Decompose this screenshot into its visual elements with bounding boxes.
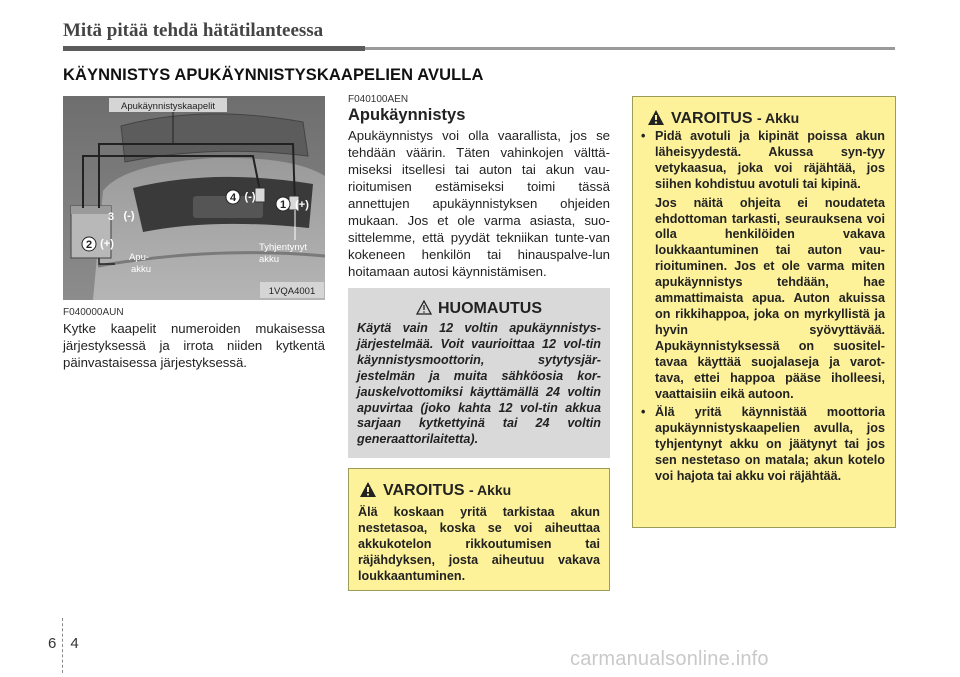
warning-title-row — [359, 481, 511, 503]
warning-icon — [359, 481, 377, 503]
list-item — [641, 405, 885, 485]
page-number-value: 4 — [70, 635, 79, 652]
dead-battery-label-1: Tyhjentynyt — [259, 242, 308, 253]
warning-icon — [647, 109, 665, 131]
aux-battery-label-1: Apu- — [128, 252, 150, 263]
aux-battery-label-2: akku — [130, 264, 152, 275]
warning-item-1a: • Pidä avotuli ja kipinät poissa akun läheisyydestä. Akussa syn-tyy vetykaasua, joka voi räjähtää, jos siihen kohdistuu avotuli tai kipinä. — [655, 129, 885, 191]
warning-item-2: • Älä yritä käynnistää moottoria apukäynnistyskaapelien avulla, jos tyhjentynyt akku on jäätynyt tai jos sen nestetaso on matala; akun kotelo voi hajota tai akku voi räjähtää. — [655, 405, 885, 484]
marker-3-number: 3 — [107, 211, 115, 223]
marker-4-polarity: (-) — [244, 191, 256, 203]
warning-title: VAROITUS — [671, 110, 753, 127]
marker-1-number: 1 — [279, 199, 287, 211]
chapter-number: 6 — [48, 635, 57, 652]
note-title-row — [348, 300, 610, 320]
battery-warning-box — [348, 468, 610, 591]
list-item — [641, 129, 885, 402]
page-number — [48, 635, 79, 652]
warning-title-row — [647, 109, 799, 131]
figure-caption-code: F040000AUN — [63, 307, 124, 318]
warning-title: VAROITUS — [383, 482, 465, 499]
chapter-title: Mitä pitää tehdä hätätilanteessa — [63, 20, 324, 41]
clamp-4 — [255, 188, 265, 202]
figure-code: 1VQA4001 — [268, 286, 316, 297]
battery-warning-box-right — [632, 96, 896, 528]
marker-3-polarity: (-) — [123, 210, 135, 222]
marker-2-number: 2 — [85, 239, 93, 251]
warning-triangle-icon — [416, 300, 432, 320]
cable-order-instructions: Kytke kaapelit numeroiden mukaisessa järjestyksessä ja irrota niiden kytkentä päinvastaisessa järjestyksessä. — [63, 321, 325, 370]
dead-battery-label-2: akku — [259, 254, 280, 265]
note-body: Käytä vain 12 voltin apukäynnistys-järjestelmää. Voit vaurioittaa 12 vol-tin käynnistysmoottorin, sytytysjär-jestelmän ja muita sähköosia kor-jauskelvottomiksi käyttämällä 24 voltin apuvirtaa (joko kahta 12 vol-tin akkua sarjaan kytkettyinä tai 24 voltin generaattorilaitetta). — [357, 321, 601, 447]
marker-1-polarity: (+) — [295, 199, 309, 211]
jump-start-description: Apukäynnistys voi olla vaarallista, jos se tehdään väärin. Täten vahinkojen välttä-miseksi itsellesi tai auton tai akun vau-rioitumisen estämiseksi toimi tässä annettujen apukäynnistyksen ohjeiden mukaan. Jos et ole varma asiasta, suo-sittelemme, että pyydät tekniikan tunte-van kokeneen henkilön tai hinauspalve-lun hoitamaan autosi käynnistämisen. — [348, 128, 610, 279]
note-title: HUOMAUTUS — [438, 300, 542, 317]
header-rule — [63, 46, 365, 51]
cables-label: Apukäynnistyskaapelit — [121, 101, 215, 112]
header-rule-extension — [365, 47, 895, 50]
section-heading: KÄYNNISTYS APUKÄYNNISTYSKAAPELIEN AVULLA — [63, 66, 484, 84]
warning-item-1b: Jos näitä ohjeita ei noudateta ehdottoman tarkasti, seurauksena voi olla henkilöiden vakava loukkaantuminen tai auton vau-rioituminen. Jos et ole varma miten apukäynnistys tehdään, hae ammattimaista apua. Auton akuissa on rikkihappoa, joka on myrkyllistä ja hyvin syövyttävää. Apukäynnistyksessä on suositel-tavaa käyttää suojalaseja ja varot-tava, ettei happoa pääse iholleesi, vaattaisiin eikä autoon. — [655, 195, 885, 401]
section-code: F040100AEN — [348, 94, 409, 105]
subsection-heading: Apukäynnistys — [348, 106, 466, 124]
marker-4-number: 4 — [229, 192, 237, 204]
warning-list — [641, 129, 885, 488]
marker-2-polarity: (+) — [100, 238, 114, 250]
auxiliary-battery-top — [71, 206, 111, 214]
jump-start-illustration — [63, 96, 325, 300]
warning-body: Älä koskaan yritä tarkistaa akun nestetasoa, koska se voi aiheuttaa akkukotelon rikkoutumisen tai räjähdyksen, josta aiheutuu vakava loukkaantuminen. — [358, 505, 600, 583]
warning-title-suffix: - Akku — [468, 482, 512, 498]
note-box — [348, 288, 610, 458]
page-number-divider — [62, 618, 63, 673]
watermark: carmanualsonline.info — [570, 648, 769, 670]
warning-title-suffix: - Akku — [756, 110, 800, 126]
